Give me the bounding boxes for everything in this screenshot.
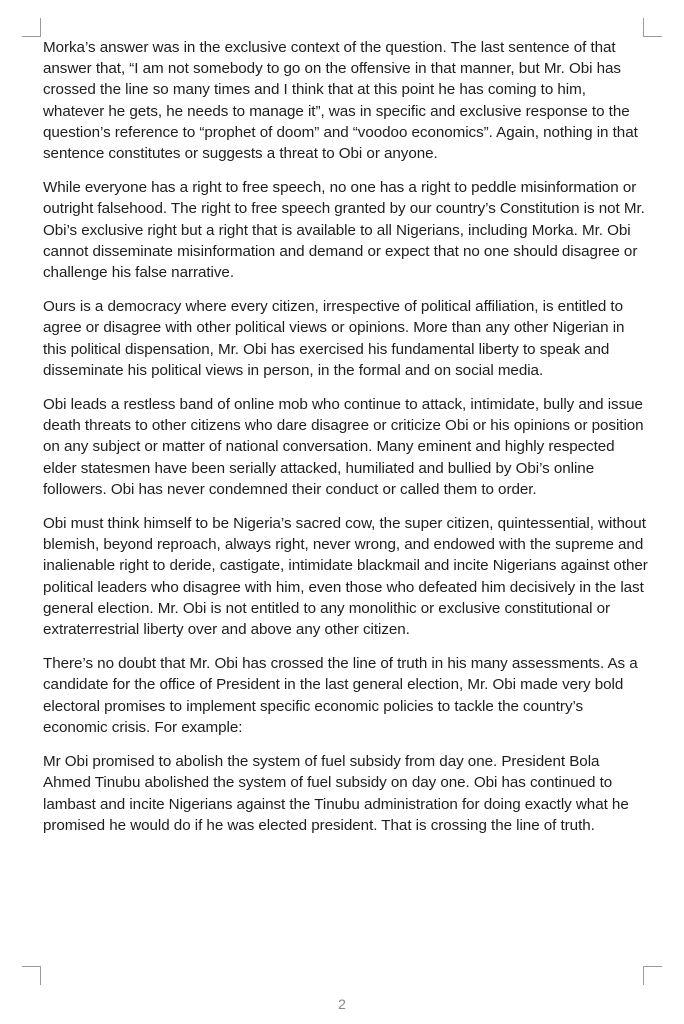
margin-corner-mark-bottom-right	[643, 966, 662, 985]
margin-corner-mark-top-left	[22, 18, 41, 37]
paragraph: Obi leads a restless band of online mob who continue to attack, intimidate, bully and issue death threats to other citizens who dare disagree or criticize Obi or his opinions or position on any subject or matter of national conversation. Many eminent and highly respected elder statesmen have been serially attacked, humiliated and bullied by Obi’s online followers. Obi has never condemned their conduct or called them to order.	[43, 396, 644, 498]
paragraph: Morka’s answer was in the exclusive context of the question. The last sentence of that answer that, “I am not somebody to go on the offensive in that manner, but Mr. Obi has crossed the line so many times and I think that at this point he has coming to him, whatever he gets, he needs to manage it”, was in specific and exclusive response to the question’s reference to “prophet of doom” and “voodoo economics”. Again, nothing in that sentence constitutes or suggests a threat to Obi or anyone.	[43, 39, 638, 163]
paragraph: While everyone has a right to free speech, no one has a right to peddle misinformation or outright falsehood. The right to free speech granted by our country’s Constitution is not Mr. Obi’s exclusive right but a right that is available to all Nigerians, including Morka. Mr. Obi cannot disseminate misinformation and demand or expect that no one should disagree or challenge his false narrative.	[43, 179, 645, 282]
paragraph: Ours is a democracy where every citizen, irrespective of political affiliation, is entitled to agree or disagree with other political views or opinions. More than any other Nigerian in this political dispensation, Mr. Obi has exercised his fundamental liberty to speak and disseminate his political views in person, in the formal and on social media.	[43, 298, 625, 379]
document-body	[43, 37, 649, 849]
page-number: 2	[338, 996, 346, 1012]
paragraph: Mr Obi promised to abolish the system of fuel subsidy from day one. President Bola Ahmed Tinubu abolished the system of fuel subsidy on day one. Obi has continued to lambast and incite Nigerians against the Tinubu administration for doing exactly what he promised he would do if he was elected president. That is crossing the line of truth.	[43, 753, 629, 834]
margin-corner-mark-top-right	[643, 18, 662, 37]
paragraph: Obi must think himself to be Nigeria’s sacred cow, the super citizen, quintessential, without blemish, beyond reproach, always right, never wrong, and endowed with the supreme and inalienable right to deride, castigate, intimidate blackmail and incite Nigerians against other political leaders who disagree with him, even those who defeated him decisively in the last general election. Mr. Obi is not entitled to any monolithic or exclusive constitutional or extraterrestrial liberty over and above any other citizen.	[43, 515, 648, 639]
paragraph: There’s no doubt that Mr. Obi has crossed the line of truth in his many assessments. As a candidate for the office of President in the last general election, Mr. Obi made very bold electoral promises to implement specific economic policies to tackle the country’s economic crisis. For example:	[43, 655, 638, 736]
margin-corner-mark-bottom-left	[22, 966, 41, 985]
